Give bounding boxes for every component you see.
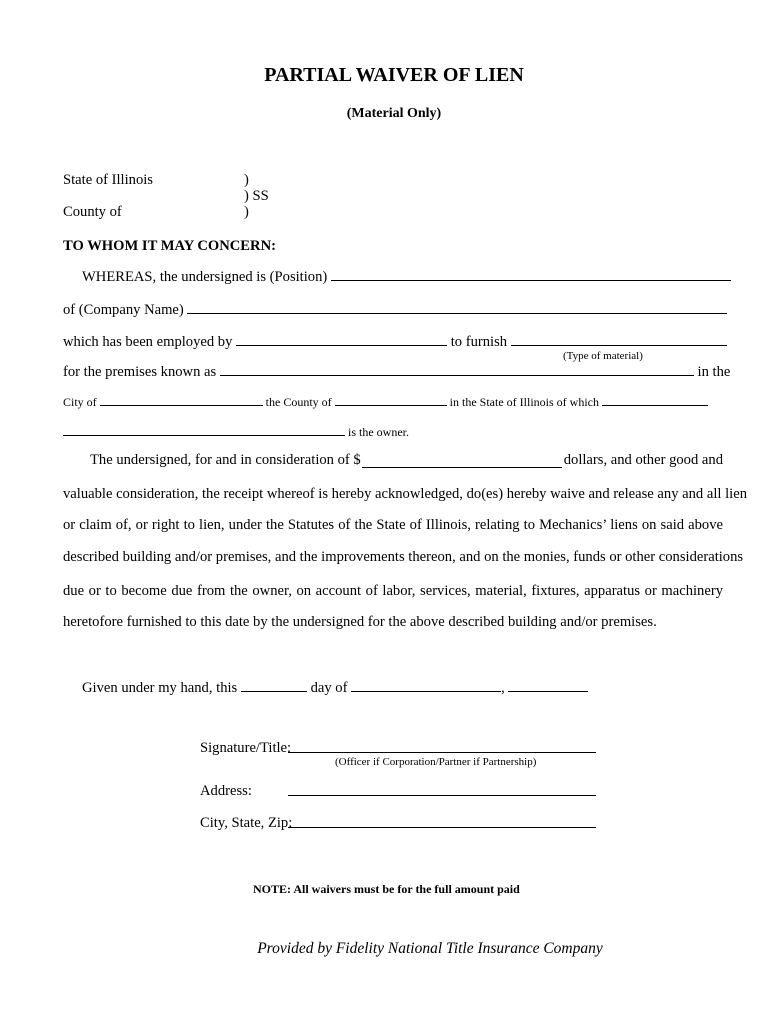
is-owner-label: is the owner. bbox=[348, 425, 409, 439]
signature-label: Signature/Title: bbox=[200, 740, 292, 756]
address-label: Address: bbox=[200, 783, 252, 799]
year-field[interactable] bbox=[508, 678, 588, 692]
premises-row bbox=[63, 362, 730, 381]
in-the-label: in the bbox=[697, 364, 731, 380]
day-field[interactable] bbox=[241, 678, 307, 692]
consideration-row bbox=[90, 452, 723, 469]
employed-by-label: which has been employed by bbox=[63, 334, 233, 350]
venue-paren-3: ) bbox=[244, 204, 249, 220]
premises-field[interactable] bbox=[220, 362, 694, 376]
given-label: Given under my hand, this bbox=[82, 680, 238, 696]
month-field[interactable] bbox=[351, 678, 501, 692]
state-of-illinois-label: in the State of Illinois of which bbox=[449, 395, 599, 409]
company-row bbox=[63, 300, 727, 319]
note: NOTE: All waivers must be for the full amount paid bbox=[253, 882, 520, 896]
city-state-zip-label: City, State, Zip: bbox=[200, 815, 293, 831]
owner-field[interactable] bbox=[63, 424, 345, 436]
position-row bbox=[82, 267, 731, 286]
owner-row bbox=[63, 424, 409, 440]
given-row bbox=[82, 678, 588, 697]
city-state-zip-field[interactable] bbox=[288, 815, 596, 828]
company-field[interactable] bbox=[187, 300, 727, 314]
type-of-material-caption: (Type of material) bbox=[563, 350, 643, 362]
state-label: State of Illinois bbox=[63, 172, 153, 188]
body-line-3: or claim of, or right to lien, under the Statutes of the State of Illinois, relating to Mechanics’ liens on said above bbox=[63, 517, 723, 533]
county-of-label: the County of bbox=[265, 395, 332, 409]
body-line-6: heretofore furnished to this date by the undersigned for the above described building and/or premises. bbox=[63, 614, 657, 630]
given-comma: , bbox=[501, 680, 505, 696]
consideration-label: The undersigned, for and in consideration of $ bbox=[90, 452, 361, 468]
salutation: TO WHOM IT MAY CONCERN: bbox=[63, 238, 276, 254]
footer-provider: Provided by Fidelity National Title Insurance Company bbox=[257, 940, 603, 957]
county-field[interactable] bbox=[335, 394, 447, 406]
premises-label: for the premises known as bbox=[63, 364, 217, 380]
venue-paren-1: ) bbox=[244, 172, 249, 188]
body-line-5: due or to become due from the owner, on account of labor, services, material, fixtures, apparatus or machinery bbox=[63, 583, 723, 599]
owner-name-field[interactable] bbox=[602, 394, 708, 406]
to-furnish-label: to furnish bbox=[450, 334, 508, 350]
signature-field[interactable] bbox=[288, 740, 596, 753]
document-subtitle: (Material Only) bbox=[346, 106, 442, 121]
venue-ss: ) SS bbox=[244, 188, 269, 204]
city-county-row bbox=[63, 394, 708, 410]
amount-field[interactable] bbox=[362, 454, 562, 468]
day-of-label: day of bbox=[310, 680, 348, 696]
county-label: County of bbox=[63, 204, 122, 220]
signature-note: (Officer if Corporation/Partner if Partnership) bbox=[335, 756, 537, 768]
position-field[interactable] bbox=[331, 267, 731, 281]
body-line-2: valuable consideration, the receipt whereof is hereby acknowledged, do(es) hereby waive and release any and all lien bbox=[63, 486, 747, 502]
company-label: of (Company Name) bbox=[63, 302, 184, 318]
dollars-label: dollars, and other good and bbox=[563, 452, 723, 468]
address-field[interactable] bbox=[288, 783, 596, 796]
material-field[interactable] bbox=[511, 332, 727, 346]
body-line-4: described building and/or premises, and the improvements thereon, and on the monies, funds or other considerations bbox=[63, 549, 744, 565]
employed-row bbox=[63, 332, 727, 351]
city-of-label: City of bbox=[63, 395, 97, 409]
position-label: WHEREAS, the undersigned is (Position) bbox=[82, 269, 328, 285]
document-title: PARTIAL WAIVER OF LIEN bbox=[264, 64, 524, 86]
employer-field[interactable] bbox=[236, 332, 447, 346]
city-field[interactable] bbox=[100, 394, 263, 406]
